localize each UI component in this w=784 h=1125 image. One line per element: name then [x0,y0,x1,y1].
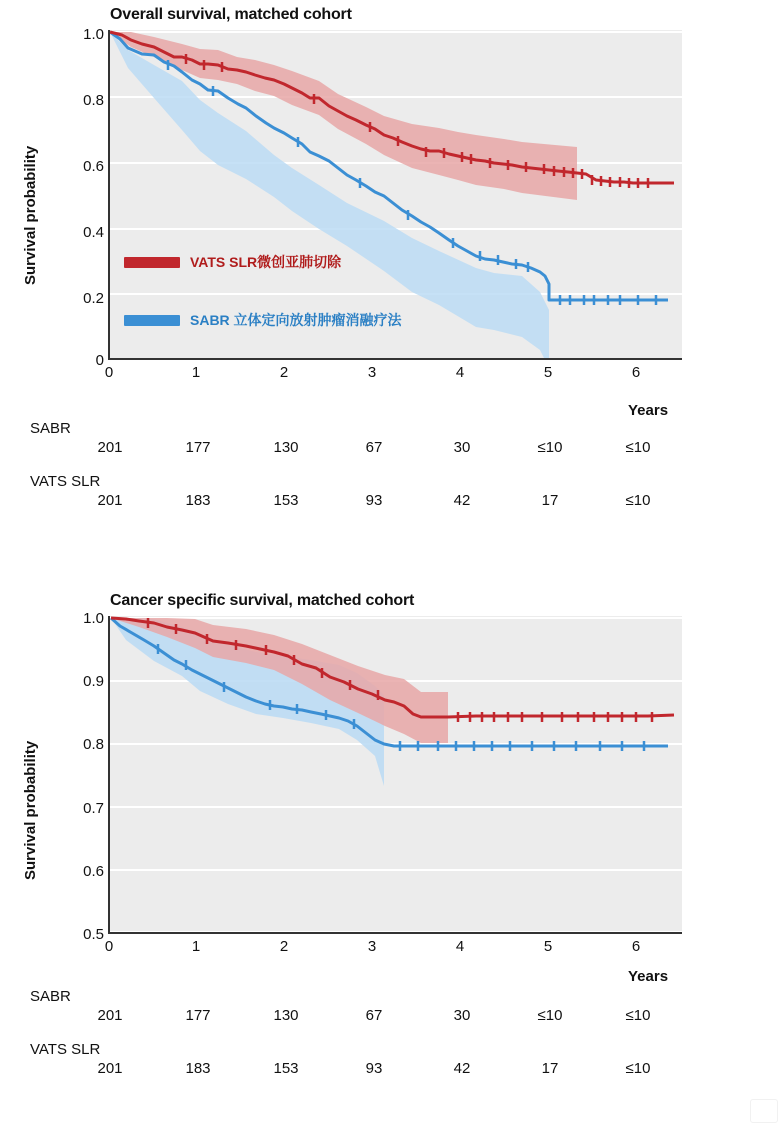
risk-cell: 17 [541,492,559,509]
risk-cell: 42 [453,492,471,509]
x-axis-label-cancer: Years [628,968,669,985]
x-tick: 1 [191,364,201,381]
risk-cell: 183 [185,492,211,509]
risk-cell: 67 [365,439,383,456]
legend-label-vats: VATS SLR微创亚肺切除 [190,254,342,270]
risk-row-label-vats: VATS SLR [30,1041,101,1058]
y-tick: 0.6 [83,863,104,880]
x-tick: 3 [367,938,377,955]
x-tick: 0 [104,364,114,381]
chart-title-overall: Overall survival, matched cohort [110,6,352,23]
x-tick: 0 [104,938,114,955]
risk-cell: ≤10 [625,492,651,509]
risk-cell: 93 [365,1060,383,1077]
risk-cell: ≤10 [625,1007,651,1024]
risk-cell: ≤10 [625,439,651,456]
y-tick: 0.6 [83,158,104,175]
risk-row-label-sabr: SABR [30,988,71,1005]
risk-cell: 17 [541,1060,559,1077]
cancer-specific-survival-panel [0,580,784,1125]
y-axis-label-overall: Survival probability [22,145,39,285]
risk-cell: ≤10 [537,1007,563,1024]
risk-cell: 177 [185,439,211,456]
cancer-survival-plot-area [108,616,682,934]
legend-item-vats [124,252,341,272]
risk-cell: 201 [97,439,123,456]
y-tick: 0.8 [83,92,104,109]
risk-cell: 201 [97,492,123,509]
x-tick: 2 [279,938,289,955]
risk-row-label-vats: VATS SLR [30,473,101,490]
x-tick: 2 [279,364,289,381]
risk-cell: 30 [453,439,471,456]
x-tick: 3 [367,364,377,381]
risk-table-overall [30,420,730,518]
y-tick: 0.2 [83,290,104,307]
x-tick: 4 [455,938,465,955]
risk-row-vats [30,1060,730,1086]
x-tick: 5 [543,364,553,381]
x-tick: 6 [631,364,641,381]
risk-cell: 93 [365,492,383,509]
risk-cell: 177 [185,1007,211,1024]
y-tick: 0.9 [83,673,104,690]
y-axis-label-cancer: Survival probability [22,740,39,880]
y-tick: 0.5 [83,926,104,943]
risk-cell: ≤10 [625,1060,651,1077]
legend-swatch-sabr [124,315,180,326]
legend-swatch-vats [124,257,180,268]
risk-table-cancer [30,988,730,1086]
risk-cell: 183 [185,1060,211,1077]
x-tick: 6 [631,938,641,955]
risk-cell: 201 [97,1007,123,1024]
risk-cell: 130 [273,439,299,456]
chart-title-cancer: Cancer specific survival, matched cohort [110,592,415,609]
risk-row-vats [30,492,730,518]
risk-cell: 42 [453,1060,471,1077]
risk-cell: 201 [97,1060,123,1077]
y-tick: 0 [95,352,104,369]
risk-row-sabr [30,439,730,465]
x-tick: 5 [543,938,553,955]
x-axis-label-overall: Years [628,402,669,419]
y-tick: 0.8 [83,736,104,753]
y-tick: 1.0 [83,610,104,627]
y-tick: 0.7 [83,800,104,817]
cancer-survival-svg [108,616,682,934]
corner-watermark [750,1099,778,1123]
risk-cell: 30 [453,1007,471,1024]
risk-cell: 67 [365,1007,383,1024]
x-tick: 1 [191,938,201,955]
x-tick: 4 [455,364,465,381]
legend-label-sabr: SABR 立体定向放射肿瘤消融疗法 [190,312,402,328]
risk-cell: 130 [273,1007,299,1024]
y-tick: 1.0 [83,26,104,43]
risk-cell: ≤10 [537,439,563,456]
risk-cell: 153 [273,1060,299,1077]
risk-cell: 153 [273,492,299,509]
legend-item-sabr [124,310,402,330]
risk-row-sabr [30,1007,730,1033]
overall-survival-panel [0,0,784,560]
risk-row-label-sabr: SABR [30,420,71,437]
y-tick: 0.4 [83,224,104,241]
